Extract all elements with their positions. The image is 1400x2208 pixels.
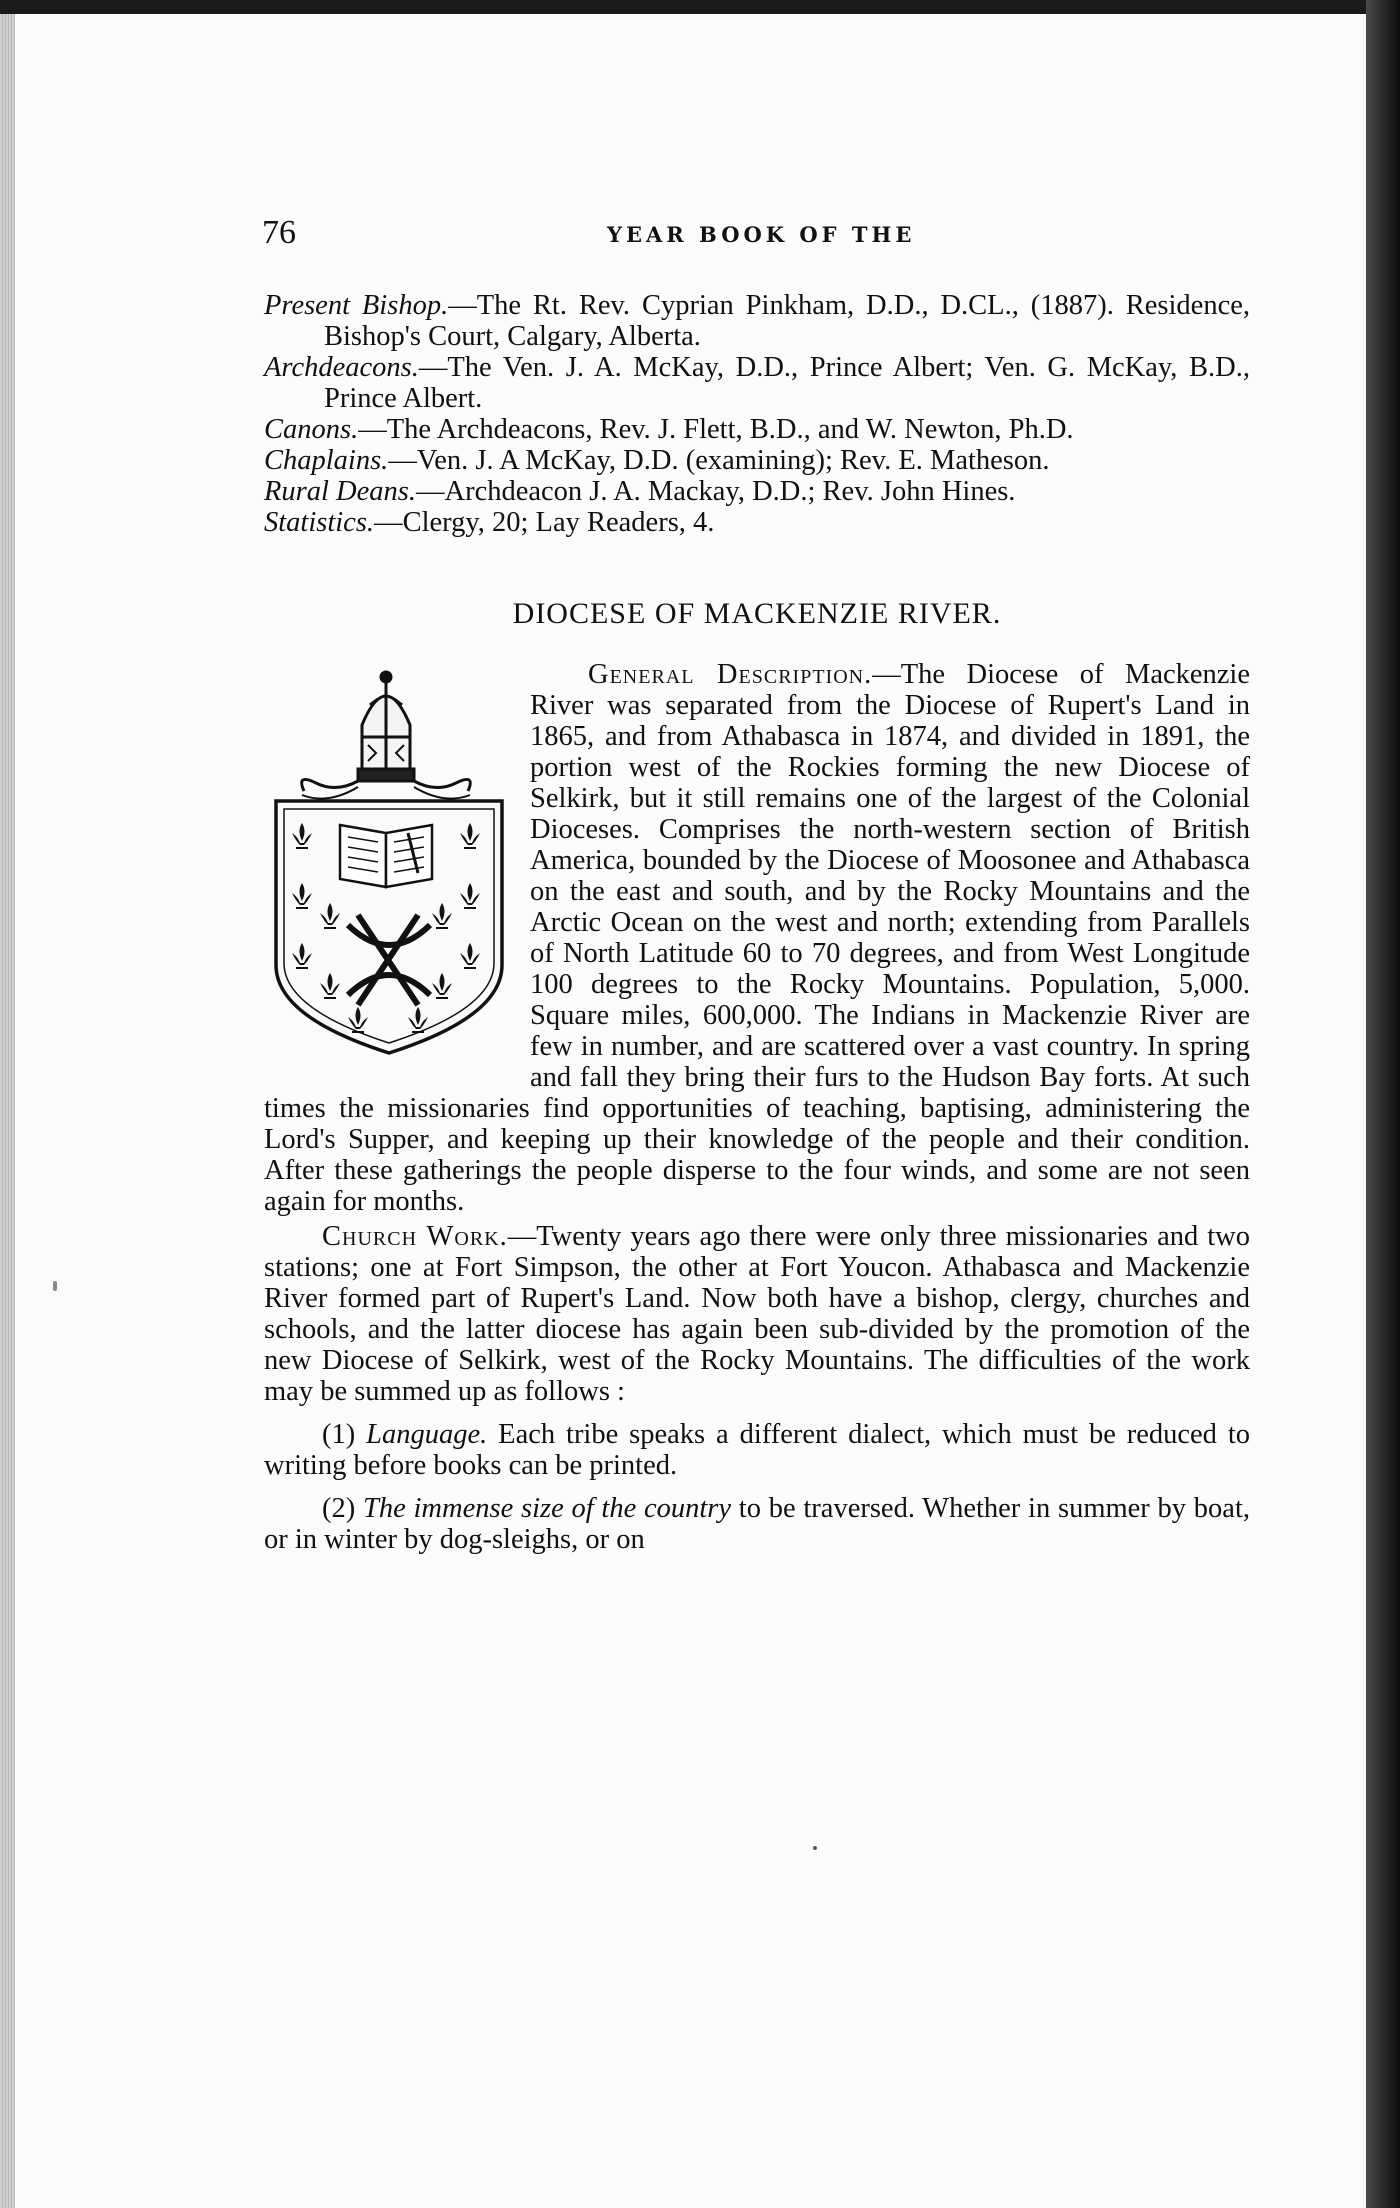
item-number: (2) (322, 1493, 356, 1524)
entry-text: —Ven. J. A McKay, D.D. (examining); Rev. E. Matheson. (388, 445, 1050, 476)
list-item (264, 1493, 1250, 1555)
church-work (264, 1221, 1250, 1407)
general-description-text: —The Diocese of Mackenzie River was separated from the Diocese of Rupert's Land in 1865, and from Athabasca in 1874, and divided in 1891, the portion west of the Rockies forming the new Diocese of Selkirk, but it still remains one of the largest of the Colonial Dioceses. Comprises the north-western section of British America, bounded by the Diocese of Moosonee and Athabasca on the east and south, and by the Rocky Mountains and the Arctic Ocean on the west and north; extending from Parallels of North Latitude 60 to 70 degrees, and from West Longitude 100 degrees to the Rocky Mountains. Population, 5,000. Square miles, 600,000. The Indians in Mackenzie River are few in number, and are scattered over a vast country. In spring and fall they bring their furs to the Hudson Bay forts. At such times the missionaries find opportunities of teaching, baptising, administering the Lord's Supper, and keeping up their knowledge of the people and their condition. After these gatherings the people disperse to the four winds, and some are not seen again for months. (264, 659, 1250, 1217)
entry-text: —The Archdeacons, Rev. J. Flett, B.D., and W. Newton, Ph.D. (358, 414, 1074, 445)
section-title: DIOCESE OF MACKENZIE RIVER. (512, 597, 1002, 630)
diocesan-coat-of-arms-icon (258, 665, 520, 1057)
entry-present-bishop (264, 290, 1250, 352)
list-item (264, 1419, 1250, 1481)
entry-archdeacons (264, 352, 1250, 414)
entry-label: Present Bishop. (264, 290, 449, 321)
page-body (264, 290, 1250, 1555)
running-header (262, 214, 1252, 258)
mitre-icon (302, 672, 471, 799)
entry-text: —Clergy, 20; Lay Readers, 4. (374, 507, 715, 538)
page-number: 76 (262, 214, 296, 251)
item-number: (1) (322, 1419, 356, 1450)
entry-text: —Archdeacon J. A. Mackay, D.D.; Rev. John Hines. (416, 476, 1016, 507)
church-work-text: —Twenty years ago there were only three missionaries and two stations; one at Fort Simpson, the other at Fort Youcon. Athabasca and Mackenzie River formed part of Rupert's Land. Now both have a bishop, clergy, churches and schools, and the latter diocese has again been sub-divided by the promotion of the new Diocese of Selkirk, west of the Rocky Mountains. The difficulties of the work may be summed up as follows : (264, 1221, 1250, 1407)
entry-label: Canons. (264, 414, 359, 445)
scan-border-right (1366, 0, 1400, 2208)
crest-icon (258, 665, 520, 1065)
entry-chaplains (264, 445, 1250, 476)
entry-canons (264, 414, 1250, 445)
page-stack-edge (0, 0, 14, 2208)
scan-speck (53, 1281, 57, 1291)
church-work-heading: Church Work. (322, 1221, 508, 1252)
entry-label: Rural Deans. (264, 476, 416, 507)
item-text: to be traversed. Whether in summer by boat, or in winter by dog-sleighs, or on (264, 1493, 1250, 1555)
item-title: Language. (366, 1419, 488, 1450)
scan-border-top (0, 0, 1400, 14)
scan-speck (813, 1846, 817, 1850)
entry-label: Statistics. (264, 507, 375, 538)
entry-text: —The Rt. Rev. Cyprian Pinkham, D.D., D.CL., (1887). Residence, Bishop's Court, Calgary, Alberta. (324, 290, 1250, 352)
item-title: The immense size of the country (363, 1493, 732, 1524)
open-book-icon (340, 825, 432, 887)
item-text: Each tribe speaks a different dialect, which must be reduced to writing before books can be printed. (264, 1419, 1250, 1481)
entry-rural-deans (264, 476, 1250, 507)
entry-text: —The Ven. J. A. McKay, D.D., Prince Albert; Ven. G. McKay, B.D., Prince Albert. (324, 352, 1250, 414)
general-description-heading: General Description. (588, 659, 873, 690)
entry-statistics (264, 507, 1250, 538)
entry-label: Archdeacons. (264, 352, 419, 383)
entry-label: Chaplains. (264, 445, 389, 476)
running-title: YEAR BOOK OF THE (607, 222, 916, 247)
